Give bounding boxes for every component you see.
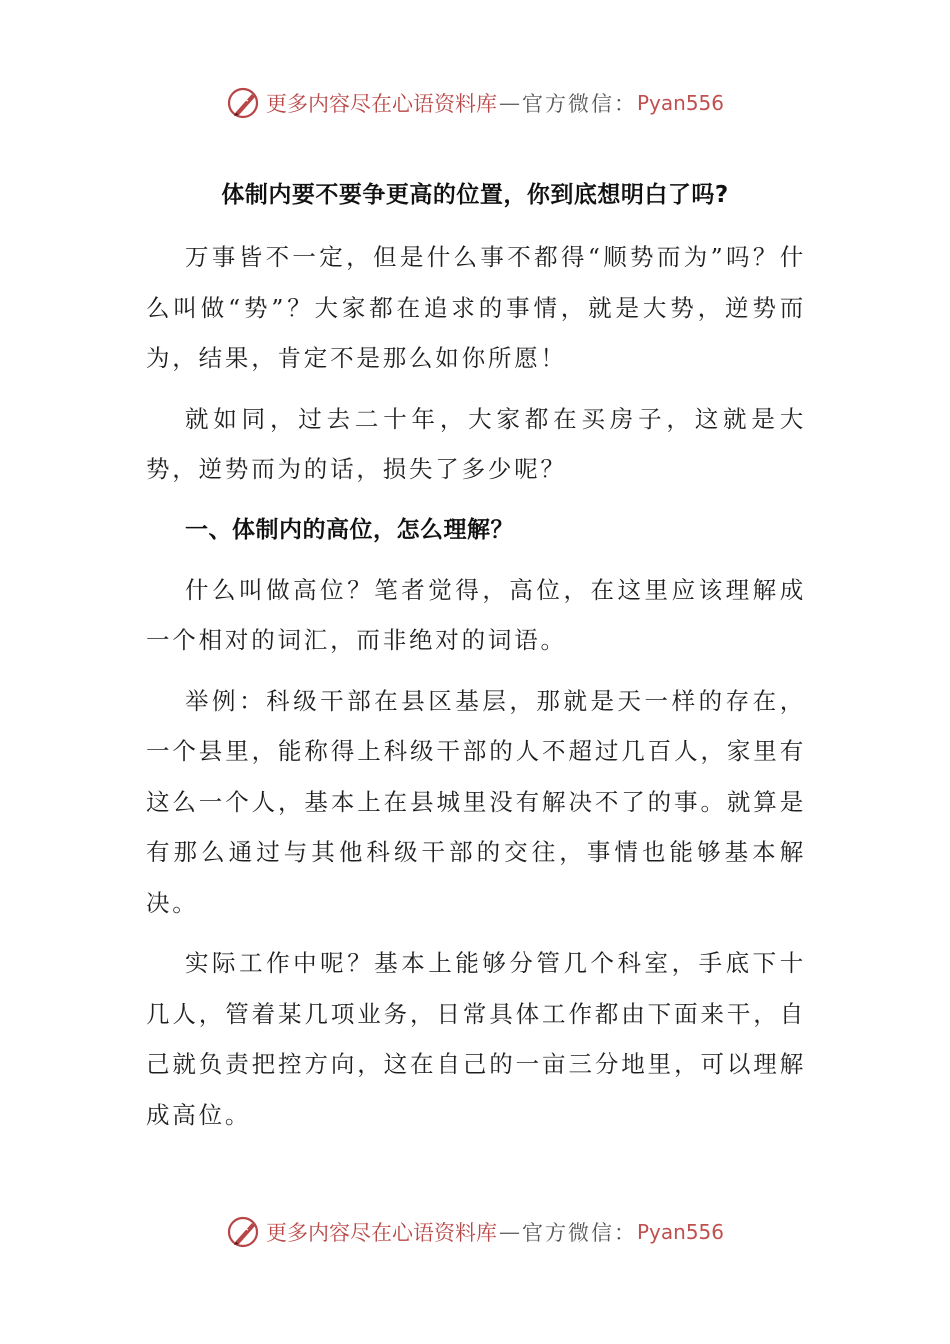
banner-brand: 更多内容尽在心语资料库 — [265, 1221, 497, 1245]
banner-dash: — — [498, 91, 520, 115]
banner-wechat-label: 官方微信： — [521, 92, 637, 116]
banner-dash: — — [498, 1220, 520, 1244]
footer-banner — [0, 1212, 950, 1252]
banner-wechat-label: 官方微信： — [521, 1221, 637, 1245]
paragraph: 万事皆不一定，但是什么事不都得“顺势而为”吗？什么叫做“势”？大家都在追求的事情，就是大势，逆势而为，结果，肯定不是那么如你所愿！ — [146, 243, 806, 372]
document-body — [146, 232, 806, 1150]
pen-logo-icon — [226, 1214, 262, 1250]
banner-brand: 更多内容尽在心语资料库 — [265, 92, 497, 116]
paragraph: 就如同，过去二十年，大家都在买房子，这就是大势，逆势而为的话，损失了多少呢？ — [146, 404, 806, 483]
banner-wechat-id: Pyan556 — [636, 91, 724, 115]
document-title: 体制内要不要争更高的位置，你到底想明白了吗? — [221, 182, 729, 208]
paragraph: 实际工作中呢？基本上能够分管几个科室，手底下十几人，管着某几项业务，日常具体工作都由下面来干，自己就负责把控方向，这在自己的一亩三分地里，可以理解成高位。 — [146, 949, 806, 1129]
pen-logo-icon — [226, 85, 262, 121]
banner-wechat-id: Pyan556 — [636, 1220, 724, 1244]
header-banner — [0, 83, 950, 123]
paragraph: 什么叫做高位？笔者觉得，高位，在这里应该理解成一个相对的词汇，而非绝对的词语。 — [146, 575, 806, 654]
paragraph: 举例：科级干部在县区基层，那就是天一样的存在，一个县里，能称得上科级干部的人不超过几百人，家里有这么一个人，基本上在县城里没有解决不了的事。就算是有那么通过与其他科级干部的交往，事情也能够基本解决。 — [146, 686, 806, 917]
section-heading: 一、体制内的高位，怎么理解？ — [185, 516, 514, 543]
